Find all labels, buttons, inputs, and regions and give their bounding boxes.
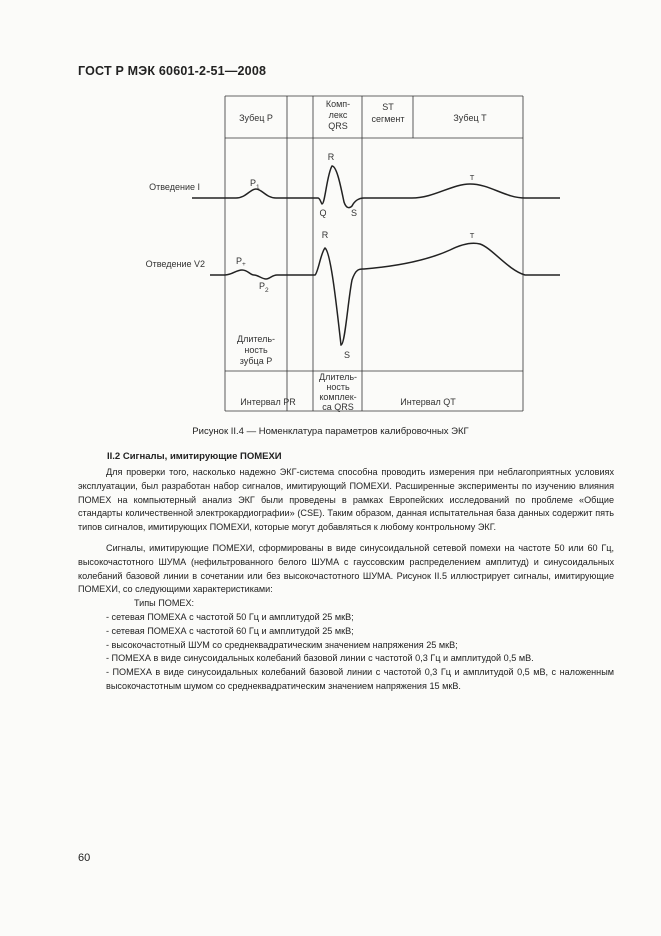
col-qrs-line2: лекс <box>328 110 348 120</box>
column-headers <box>239 99 487 131</box>
lead1-r-label: R <box>327 152 335 162</box>
lead-labels <box>146 182 205 269</box>
paragraph-1: Для проверки того, насколько надежно ЭКГ-система способна проводить измерения при неблагоприятных условиях эксплуатации, был разработан набор сигналов, имитирующий ПОМЕХИ. Расширенные эксперименты по изучению влияния ПОМЕХ на компьютерный анализ ЭКГ были проведены в рамках Европейских исследований по проблеме «Общие стандарты количественной электрокардиографии» (CSE). Таким образом, данная испытательная база данных содержит пять типов сигналов, имитирующих ПОМЕХИ, которые могут добавляться к любому контрольному ЭКГ. <box>78 467 614 533</box>
lead1-trace <box>192 166 560 208</box>
duration-p-line1: Длитель- <box>236 334 276 344</box>
page-number: 60 <box>78 852 91 864</box>
ecg-nomenclature-figure <box>0 0 661 420</box>
figure-caption: Рисунок II.4 — Номенклатура параметров калибровочных ЭКГ <box>192 426 469 437</box>
interval-pr-label: Интервал PR <box>240 397 296 407</box>
lead1-label: Отведение I <box>149 182 200 192</box>
lead2-s-label: S <box>343 350 351 360</box>
interval-qt-label: Интервал QT <box>400 397 456 407</box>
lead2-r-label: R <box>321 230 329 240</box>
col-qrs-line3: QRS <box>328 121 348 131</box>
list-item: - сетевая ПОМЕХА с частотой 60 Гц и амплитудой 25 мкВ; <box>106 625 354 636</box>
col-st-line2: сегмент <box>371 114 405 124</box>
list-item: - высокочастотный ШУМ со среднеквадратическим значением напряжения 25 мкВ; <box>106 639 458 650</box>
list-item: - ПОМЕХА в виде синусоидальных колебаний базовой линии с частотой 0,3 Гц и амплитудой 0,5 мВ. <box>106 653 534 664</box>
lead1-t-label: T <box>469 173 475 182</box>
duration-labels <box>237 334 456 412</box>
duration-qrs-line3: комплек- <box>319 392 357 402</box>
lead1-s-label: S <box>350 208 358 218</box>
list-title: Типы ПОМЕХ: <box>134 598 195 609</box>
body-text <box>78 466 614 694</box>
duration-p-line3: зубца P <box>239 356 273 366</box>
lead2-p-label: $P_+$ <box>236 256 246 268</box>
wave-labels <box>236 152 475 360</box>
duration-p-line2: ность <box>244 345 268 355</box>
lead2-p2-label: $P_2$ <box>259 281 269 294</box>
duration-qrs-line4: са QRS <box>322 402 354 412</box>
col-qrs-line1: Комп- <box>325 99 351 109</box>
lead2-t-label: T <box>469 231 475 240</box>
duration-qrs-line2: ность <box>326 382 350 392</box>
col-t-wave: Зубец T <box>453 113 487 123</box>
lead1-p-label: $P_1$ <box>250 178 260 191</box>
lead1-q-label: Q <box>319 208 327 218</box>
col-st-line1: ST <box>382 102 394 112</box>
document-header: ГОСТ Р МЭК 60601-2-51—2008 <box>78 64 267 78</box>
list-item: - ПОМЕХА в виде синусоидальных колебаний базовой линии с частотой 0,3 Гц и амплитудой 0,5 мВ, с наложенным высокочастотным шумом со среднеквадратическим значением напряжения 15 мкВ. <box>106 667 614 691</box>
interference-types-list <box>78 611 614 694</box>
col-p-wave: Зубец P <box>239 113 273 123</box>
lead2-label: Отведение V2 <box>145 259 205 269</box>
duration-qrs-line1: Длитель- <box>318 372 358 382</box>
section-title: II.2 Сигналы, имитирующие ПОМЕХИ <box>107 451 282 462</box>
lead2-trace <box>210 243 560 345</box>
list-item: - сетевая ПОМЕХА с частотой 50 Гц и амплитудой 25 мкВ; <box>106 611 354 622</box>
paragraph-2: Сигналы, имитирующие ПОМЕХИ, сформированы в виде синусоидальной сетевой помехи на частоте 50 или 60 Гц, высокочастотного ШУМА (нефильтрованного белого ШУМА с гауссовским распределением амплитуд) и синусоидальных колебаний базовой линии в сочетании или без высокочастотного ШУМА. Рисунок II.5 иллюстрирует сигналы, имитирующие ПОМЕХИ, со следующими характеристиками: <box>78 542 614 595</box>
